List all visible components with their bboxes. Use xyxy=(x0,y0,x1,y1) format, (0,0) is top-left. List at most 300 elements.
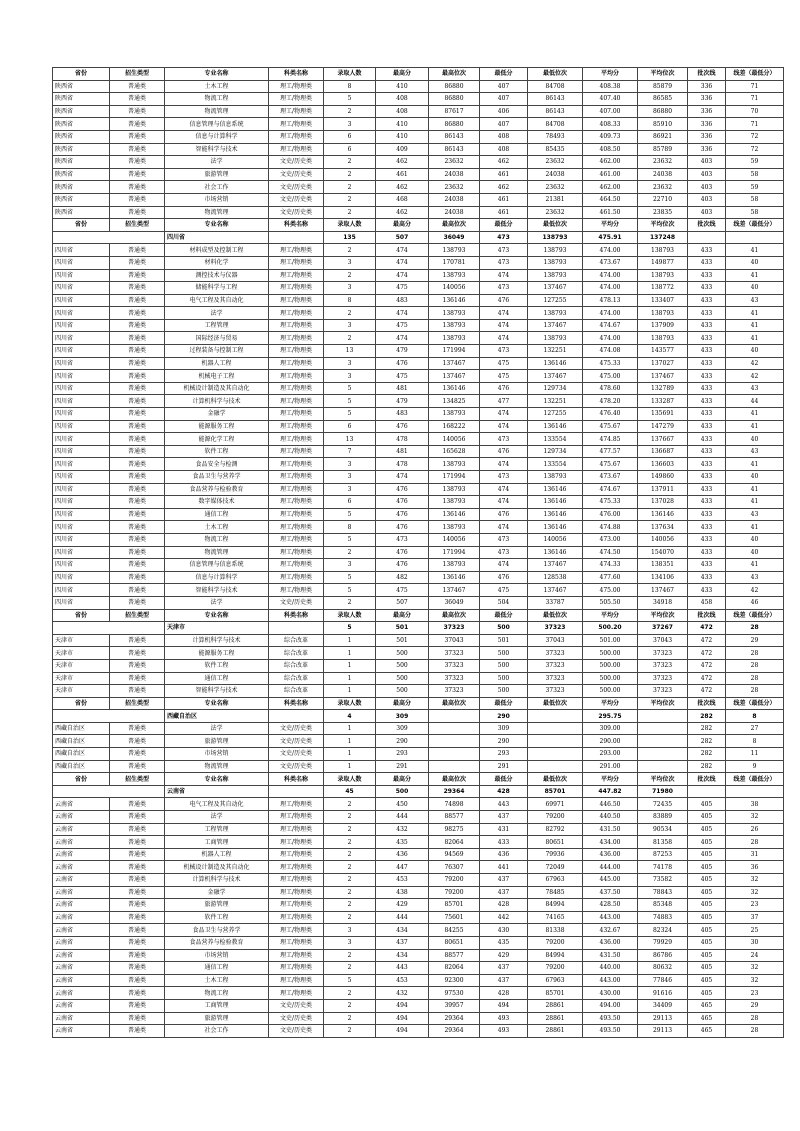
table-cell: 信息管理与信息系统 xyxy=(165,118,269,131)
table-cell: 445.00 xyxy=(583,874,638,887)
table-cell: 综合改革 xyxy=(269,685,324,698)
table-cell: 2 xyxy=(324,987,376,1000)
table-cell: 理工/物理类 xyxy=(269,256,324,269)
table-cell: 理工/物理类 xyxy=(269,811,324,824)
table-cell: 79200 xyxy=(528,811,583,824)
table-cell: 录取人数 xyxy=(324,68,376,81)
table-cell: 476 xyxy=(376,357,429,370)
table-cell: 147279 xyxy=(638,420,688,433)
table-cell: 平均分 xyxy=(583,68,638,81)
table-cell: 86143 xyxy=(429,130,480,143)
table-cell: 普通类 xyxy=(110,1012,165,1025)
table-cell: 500 xyxy=(480,659,528,672)
table-cell: 501 xyxy=(480,634,528,647)
table-cell: 428 xyxy=(480,785,528,798)
table-row xyxy=(53,848,784,861)
table-cell: 文史/历史类 xyxy=(269,722,324,735)
table-cell: 465 xyxy=(688,999,726,1012)
table-cell: 433 xyxy=(688,256,726,269)
table-cell: 444.00 xyxy=(583,861,638,874)
table-cell: 137467 xyxy=(638,370,688,383)
table-cell: 336 xyxy=(688,130,726,143)
table-cell: 409.73 xyxy=(583,130,638,143)
table-cell: 501 xyxy=(376,634,429,647)
table-cell: 431 xyxy=(480,823,528,836)
table-cell: 线差（最低分） xyxy=(726,609,784,622)
table-cell: 437 xyxy=(376,936,429,949)
table-row xyxy=(53,483,784,496)
table-row xyxy=(53,811,784,824)
table-cell: 过程装备与控制工程 xyxy=(165,345,269,358)
table-cell: 金融学 xyxy=(165,886,269,899)
table-cell: 138793 xyxy=(429,244,480,257)
table-cell: 475 xyxy=(376,370,429,383)
table-cell: 91616 xyxy=(638,987,688,1000)
table-cell: 5 xyxy=(324,584,376,597)
table-cell: 云南省 xyxy=(53,974,110,987)
table-cell: 138793 xyxy=(528,269,583,282)
table-cell: 信息管理与信息系统 xyxy=(165,559,269,572)
table-cell: 电气工程及其自动化 xyxy=(165,294,269,307)
table-cell: 137634 xyxy=(638,521,688,534)
table-cell: 平均分 xyxy=(583,773,638,786)
table-cell: 云南省 xyxy=(53,949,110,962)
table-cell: 29 xyxy=(726,999,784,1012)
table-cell: 405 xyxy=(688,936,726,949)
table-row xyxy=(53,987,784,1000)
table-cell: 批次线 xyxy=(688,68,726,81)
table-cell: 74898 xyxy=(429,798,480,811)
table-cell: 500 xyxy=(480,685,528,698)
table-cell: 理工/物理类 xyxy=(269,861,324,874)
table-cell: 5 xyxy=(324,622,376,635)
table-cell: 81358 xyxy=(638,836,688,849)
table-cell: 474.33 xyxy=(583,559,638,572)
table-cell: 72 xyxy=(726,143,784,156)
admission-table xyxy=(52,67,784,1038)
table-cell xyxy=(528,710,583,723)
table-cell: 1 xyxy=(324,647,376,660)
table-cell: 443.00 xyxy=(583,911,638,924)
table-cell: 物流管理 xyxy=(165,105,269,118)
table-cell: 140056 xyxy=(528,533,583,546)
table-cell: 129734 xyxy=(528,382,583,395)
table-cell: 136146 xyxy=(528,508,583,521)
table-cell: 133287 xyxy=(638,395,688,408)
table-cell: 食品营养与检验教育 xyxy=(165,936,269,949)
table-cell: 最低分 xyxy=(480,68,528,81)
table-cell: 工程管理 xyxy=(165,319,269,332)
table-cell: 507 xyxy=(376,596,429,609)
table-row xyxy=(53,634,784,647)
table-cell: 普通类 xyxy=(110,911,165,924)
table-cell: 陕西省 xyxy=(53,130,110,143)
table-cell: 11 xyxy=(726,748,784,761)
table-cell: 2 xyxy=(324,244,376,257)
table-cell: 477.60 xyxy=(583,571,638,584)
table-cell: 336 xyxy=(688,118,726,131)
table-cell: 23632 xyxy=(429,181,480,194)
table-cell: 69971 xyxy=(528,798,583,811)
table-cell xyxy=(429,722,480,735)
table-cell: 405 xyxy=(688,924,726,937)
table-cell: 137467 xyxy=(528,370,583,383)
table-cell: 32 xyxy=(726,974,784,987)
table-row xyxy=(53,508,784,521)
table-cell: 483 xyxy=(376,294,429,307)
table-cell: 29113 xyxy=(638,1025,688,1038)
table-cell: 普通类 xyxy=(110,685,165,698)
table-cell: 309 xyxy=(376,722,429,735)
table-cell: 408 xyxy=(376,93,429,106)
table-cell: 录取人数 xyxy=(324,609,376,622)
table-row xyxy=(53,282,784,295)
table-cell: 理工/物理类 xyxy=(269,332,324,345)
table-cell: 四川省 xyxy=(53,471,110,484)
table-cell: 138793 xyxy=(638,332,688,345)
table-cell: 149860 xyxy=(638,471,688,484)
table-cell: 四川省 xyxy=(53,319,110,332)
table-row xyxy=(53,307,784,320)
table-cell: 85701 xyxy=(528,785,583,798)
table-cell: 机械设计制造及其自动化 xyxy=(165,861,269,874)
table-cell: 90534 xyxy=(638,823,688,836)
table-cell: 普通类 xyxy=(110,370,165,383)
table-cell: 普通类 xyxy=(110,256,165,269)
table-row xyxy=(53,546,784,559)
table-cell: 137027 xyxy=(638,357,688,370)
table-cell: 79200 xyxy=(429,874,480,887)
table-cell: 天津市 xyxy=(53,659,110,672)
table-cell: 475 xyxy=(480,357,528,370)
table-cell: 128538 xyxy=(528,571,583,584)
table-cell: 综合改革 xyxy=(269,634,324,647)
table-cell: 普通类 xyxy=(110,206,165,219)
table-cell: 472 xyxy=(688,622,726,635)
table-cell: 法学 xyxy=(165,156,269,169)
table-cell: 494 xyxy=(480,999,528,1012)
table-cell: 文史/历史类 xyxy=(269,168,324,181)
table-cell: 云南省 xyxy=(53,987,110,1000)
table-cell: 29364 xyxy=(429,785,480,798)
table-cell: 普通类 xyxy=(110,130,165,143)
table-cell: 43 xyxy=(726,445,784,458)
table-cell: 43 xyxy=(726,508,784,521)
table-cell: 462 xyxy=(376,156,429,169)
table-cell: 88577 xyxy=(429,949,480,962)
table-cell: 理工/物理类 xyxy=(269,370,324,383)
table-cell: 143577 xyxy=(638,345,688,358)
table-cell: 云南省 xyxy=(53,848,110,861)
table-cell: 市场营销 xyxy=(165,949,269,962)
table-cell: 法学 xyxy=(165,811,269,824)
table-cell: 293 xyxy=(480,748,528,761)
table-row xyxy=(53,143,784,156)
table-cell: 133407 xyxy=(638,294,688,307)
table-cell: 137467 xyxy=(528,559,583,572)
table-cell: 473 xyxy=(480,533,528,546)
table-cell: 132251 xyxy=(528,395,583,408)
table-cell: 普通类 xyxy=(110,659,165,672)
table-cell: 四川省 xyxy=(53,596,110,609)
table-cell: 136603 xyxy=(638,458,688,471)
table-cell: 136146 xyxy=(528,546,583,559)
table-cell: 87617 xyxy=(429,105,480,118)
table-cell: 40 xyxy=(726,546,784,559)
table-cell: 智能科学与技术 xyxy=(165,143,269,156)
table-cell: 476 xyxy=(376,483,429,496)
table-cell xyxy=(269,710,324,723)
table-cell: 最低位次 xyxy=(528,68,583,81)
table-cell: 462.00 xyxy=(583,181,638,194)
table-cell: 5 xyxy=(324,533,376,546)
table-cell: 76307 xyxy=(429,861,480,874)
table-cell: 135 xyxy=(324,231,376,244)
table-cell: 6 xyxy=(324,496,376,509)
table-cell: 23835 xyxy=(638,206,688,219)
table-cell: 474 xyxy=(480,483,528,496)
table-cell: 75601 xyxy=(429,911,480,924)
table-cell: 134106 xyxy=(638,571,688,584)
table-cell: 474 xyxy=(376,269,429,282)
table-cell: 433 xyxy=(688,458,726,471)
table-cell: 403 xyxy=(688,181,726,194)
table-cell: 86143 xyxy=(528,93,583,106)
table-cell: 24038 xyxy=(429,168,480,181)
table-cell: 458 xyxy=(688,596,726,609)
table-cell: 最高位次 xyxy=(429,697,480,710)
table-cell: 食品安全与检测 xyxy=(165,458,269,471)
table-cell: 24 xyxy=(726,949,784,962)
table-cell: 432.67 xyxy=(583,924,638,937)
table-cell: 普通类 xyxy=(110,571,165,584)
table-cell: 37323 xyxy=(528,659,583,672)
table-cell: 软件工程 xyxy=(165,659,269,672)
table-cell: 70 xyxy=(726,105,784,118)
table-cell: 普通类 xyxy=(110,546,165,559)
table-cell: 85789 xyxy=(638,143,688,156)
table-cell: 140056 xyxy=(429,533,480,546)
table-cell: 403 xyxy=(688,168,726,181)
table-cell: 437 xyxy=(480,886,528,899)
table-row xyxy=(53,798,784,811)
table-cell: 138793 xyxy=(429,458,480,471)
table-cell: 87253 xyxy=(638,848,688,861)
table-cell: 41 xyxy=(726,319,784,332)
table-cell: 国际经济与贸易 xyxy=(165,332,269,345)
table-cell: 500.00 xyxy=(583,647,638,660)
table-cell: 37323 xyxy=(528,622,583,635)
table-cell: 8 xyxy=(726,710,784,723)
table-cell: 13 xyxy=(324,433,376,446)
table-cell: 43 xyxy=(726,571,784,584)
table-row xyxy=(53,206,784,219)
table-cell: 437.50 xyxy=(583,886,638,899)
table-cell: 云南省 xyxy=(53,1025,110,1038)
table-cell: 普通类 xyxy=(110,936,165,949)
table-row xyxy=(53,886,784,899)
table-cell: 293.00 xyxy=(583,748,638,761)
table-cell: 四川省 xyxy=(53,408,110,421)
table-cell: 135691 xyxy=(638,408,688,421)
table-cell: 四川省 xyxy=(53,584,110,597)
table-cell: 165628 xyxy=(429,445,480,458)
table-cell: 461 xyxy=(480,168,528,181)
table-cell: 四川省 xyxy=(53,256,110,269)
table-cell: 432 xyxy=(376,987,429,1000)
table-cell: 405 xyxy=(688,861,726,874)
table-cell: 473 xyxy=(480,244,528,257)
table-cell: 428 xyxy=(480,899,528,912)
table-cell: 理工/物理类 xyxy=(269,282,324,295)
table-cell: 理工/物理类 xyxy=(269,433,324,446)
table-cell: 物流工程 xyxy=(165,987,269,1000)
table-cell: 批次线 xyxy=(688,609,726,622)
province-summary-row xyxy=(53,622,784,635)
table-cell: 5 xyxy=(324,93,376,106)
table-row xyxy=(53,823,784,836)
table-cell: 433 xyxy=(688,370,726,383)
table-cell: 四川省 xyxy=(53,395,110,408)
table-cell: 410 xyxy=(376,118,429,131)
table-cell: 431.50 xyxy=(583,949,638,962)
table-cell: 综合改革 xyxy=(269,672,324,685)
table-cell: 文史/历史类 xyxy=(269,206,324,219)
table-cell: 98275 xyxy=(429,823,480,836)
table-cell: 137667 xyxy=(638,433,688,446)
table-cell: 材料化学 xyxy=(165,256,269,269)
table-cell: 普通类 xyxy=(110,181,165,194)
table-cell: 普通类 xyxy=(110,395,165,408)
table-cell: 433 xyxy=(688,508,726,521)
table-cell: 85435 xyxy=(528,143,583,156)
table-cell: 42 xyxy=(726,357,784,370)
table-cell: 290.00 xyxy=(583,735,638,748)
table-cell: 29113 xyxy=(638,1012,688,1025)
table-cell xyxy=(638,735,688,748)
table-cell: 450 xyxy=(376,798,429,811)
table-cell: 理工/物理类 xyxy=(269,319,324,332)
table-cell: 8 xyxy=(324,294,376,307)
table-cell: 最低分 xyxy=(480,609,528,622)
table-cell: 500 xyxy=(376,647,429,660)
table-cell: 37323 xyxy=(429,685,480,698)
table-cell: 理工/物理类 xyxy=(269,533,324,546)
table-cell: 科类名称 xyxy=(269,68,324,81)
table-cell: 478.60 xyxy=(583,382,638,395)
table-cell: 旅游管理 xyxy=(165,735,269,748)
table-cell: 1 xyxy=(324,722,376,735)
table-header-row xyxy=(53,773,784,786)
table-cell: 84994 xyxy=(528,949,583,962)
table-row xyxy=(53,924,784,937)
table-cell xyxy=(429,735,480,748)
table-cell: 171994 xyxy=(429,471,480,484)
table-cell: 社会工作 xyxy=(165,1025,269,1038)
table-cell: 37323 xyxy=(429,647,480,660)
table-cell: 475.91 xyxy=(583,231,638,244)
table-cell: 理工/物理类 xyxy=(269,307,324,320)
table-cell: 2 xyxy=(324,911,376,924)
table-cell: 3 xyxy=(324,936,376,949)
table-cell: 四川省 xyxy=(53,546,110,559)
table-cell: 3 xyxy=(324,483,376,496)
table-cell: 28 xyxy=(726,1012,784,1025)
table-cell: 405 xyxy=(688,987,726,1000)
table-cell: 理工/物理类 xyxy=(269,471,324,484)
table-cell: 理工/物理类 xyxy=(269,962,324,975)
table-cell: 2 xyxy=(324,886,376,899)
table-cell: 82792 xyxy=(528,823,583,836)
table-cell xyxy=(638,710,688,723)
table-cell: 138793 xyxy=(638,307,688,320)
table-cell: 3 xyxy=(324,118,376,131)
table-cell: 普通类 xyxy=(110,471,165,484)
table-cell: 批次线 xyxy=(688,773,726,786)
table-cell: 陕西省 xyxy=(53,181,110,194)
table-cell: 407.40 xyxy=(583,93,638,106)
table-cell: 474.67 xyxy=(583,319,638,332)
table-cell: 500.00 xyxy=(583,672,638,685)
table-cell: 86143 xyxy=(429,143,480,156)
table-cell: 天津市 xyxy=(165,622,269,635)
table-cell: 4 xyxy=(324,710,376,723)
table-cell: 441 xyxy=(480,861,528,874)
table-cell: 土木工程 xyxy=(165,974,269,987)
table-cell xyxy=(269,785,324,798)
table-cell: 138793 xyxy=(429,332,480,345)
table-cell: 四川省 xyxy=(53,307,110,320)
table-cell: 40 xyxy=(726,345,784,358)
table-header-row xyxy=(53,68,784,81)
table-cell: 137248 xyxy=(638,231,688,244)
table-cell: 招生类型 xyxy=(110,773,165,786)
table-cell: 科类名称 xyxy=(269,697,324,710)
table-cell: 474 xyxy=(376,307,429,320)
table-cell: 501 xyxy=(376,622,429,635)
table-cell: 453 xyxy=(376,874,429,887)
table-row xyxy=(53,408,784,421)
table-cell: 290 xyxy=(376,735,429,748)
table-cell: 475.33 xyxy=(583,357,638,370)
table-cell: 405 xyxy=(688,962,726,975)
table-cell: 58 xyxy=(726,206,784,219)
table-header-row xyxy=(53,219,784,232)
table-cell: 473 xyxy=(480,282,528,295)
table-cell: 336 xyxy=(688,143,726,156)
table-cell: 26 xyxy=(726,823,784,836)
table-cell: 474.88 xyxy=(583,521,638,534)
table-row xyxy=(53,584,784,597)
table-cell: 430.00 xyxy=(583,987,638,1000)
table-row xyxy=(53,836,784,849)
table-cell: 理工/物理类 xyxy=(269,80,324,93)
table-cell: 137028 xyxy=(638,496,688,509)
table-cell: 法学 xyxy=(165,722,269,735)
table-cell: 500.20 xyxy=(583,622,638,635)
table-cell: 403 xyxy=(688,156,726,169)
table-cell: 500 xyxy=(376,672,429,685)
table-cell: 474 xyxy=(376,256,429,269)
table-cell: 45 xyxy=(324,785,376,798)
table-cell: 43 xyxy=(726,294,784,307)
table-cell: 西藏自治区 xyxy=(53,722,110,735)
table-cell: 138793 xyxy=(429,483,480,496)
table-cell: 9 xyxy=(726,760,784,773)
table-cell: 85348 xyxy=(638,899,688,912)
table-cell: 41 xyxy=(726,483,784,496)
table-cell: 5 xyxy=(324,974,376,987)
